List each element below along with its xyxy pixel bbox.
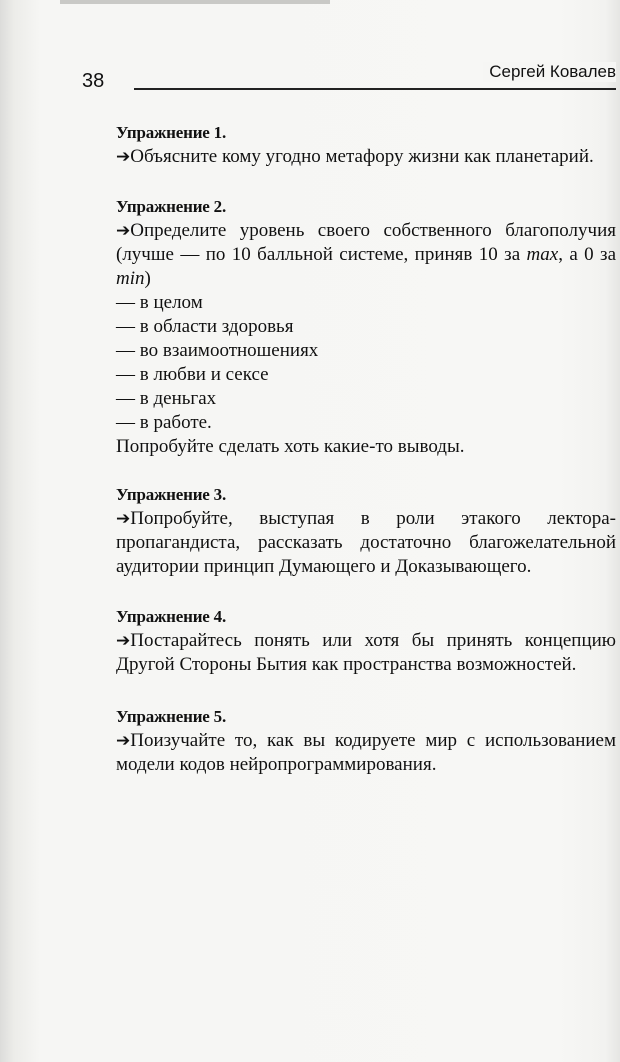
list-item: — в области здоровья (116, 316, 294, 337)
right-arrow-icon: ➔ (116, 509, 131, 529)
exercise-title: Упражнение 3. (116, 485, 227, 504)
exercise-title: Упражнение 1. (116, 123, 227, 142)
list-item: — во взаимоотношениях (116, 340, 319, 361)
exercise-text: ➔Постарайтесь понять или хотя бы принять концепцию Другой Стороны Бытия как пространства возможностей. (116, 630, 616, 675)
page-number: 38 (82, 70, 105, 92)
exercise-text: ➔Объясните кому угодно метафору жизни как планетарий. (116, 146, 594, 167)
exercise-3 (116, 483, 616, 579)
list-item: — в любви и сексе (116, 364, 269, 385)
running-header (82, 62, 616, 94)
min-word: min (116, 268, 145, 289)
list-item: — в работе. (116, 412, 212, 433)
right-arrow-icon: ➔ (116, 631, 131, 651)
exercise-5 (116, 705, 616, 777)
page-content (116, 121, 616, 777)
max-word: max (526, 244, 559, 265)
exercise-1 (116, 121, 616, 169)
exercise-2 (116, 195, 616, 459)
exercise-4 (116, 605, 616, 677)
exercise-title: Упражнение 2. (116, 197, 227, 216)
exercise-title: Упражнение 5. (116, 707, 227, 726)
list-item: — в целом (116, 292, 203, 313)
wellbeing-list (116, 291, 616, 435)
exercise-text: ➔Попробуйте, выступая в роли этакого лектора-пропагандиста, рассказать достаточно благожелательной аудитории принцип Думающего и Доказывающего. (116, 508, 616, 577)
exercise-text: ➔Поизучайте то, как вы кодируете мир с использованием модели кодов нейропрограммирования. (116, 730, 616, 775)
header-rule (134, 88, 616, 90)
exercise-text: ➔Определите уровень своего собственного благополучия (лучше — по 10 балльной системе, приняв 10 за max, а 0 за min) (116, 220, 616, 289)
list-item: — в деньгах (116, 388, 217, 409)
right-arrow-icon: ➔ (116, 147, 131, 167)
page-top-edge (60, 0, 330, 4)
exercise-title: Упражнение 4. (116, 607, 227, 626)
exercise-conclusion: Попробуйте сделать хоть какие-то выводы. (116, 436, 465, 457)
running-header-author: Сергей Ковалев (483, 62, 616, 82)
right-arrow-icon: ➔ (116, 731, 131, 751)
right-arrow-icon: ➔ (116, 221, 131, 241)
